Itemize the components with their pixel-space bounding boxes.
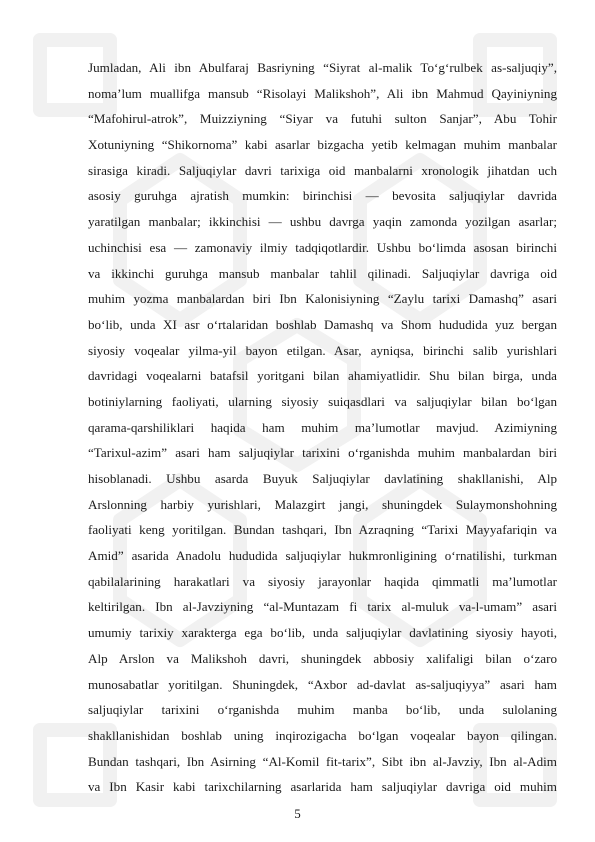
text-line: uchinchisi esa — zamonaviy ilmiy tadqiqotlardir. Ushbu bo‘limda asosan birinchi bbox=[88, 239, 557, 255]
text-line: muhim yozma manbalardan biri Ibn Kalonisiyning “Zaylu tarixi Damashq” asari bbox=[88, 291, 557, 307]
text-line: Xotuniyning “Shikornoma” kabi asarlar bizgacha yetib kelmagan muhim manbalar bbox=[88, 137, 557, 153]
text-line: bo‘lib, unda XI asr o‘rtalaridan boshlab Damashq va Shom hududida yuz bergan bbox=[88, 316, 557, 332]
text-line: shakllanishidan boshlab uning inqirozigacha bo‘lgan voqealar bayon qilingan. bbox=[88, 727, 557, 743]
text-line: munosabatlar yoritilgan. Shuningdek, “Axbor ad-davlat as-saljuqiyya” asari ham bbox=[88, 676, 557, 692]
body-text bbox=[88, 55, 557, 800]
text-line: “Tarixul-azim” asari ham saljuqiylar tarixini o‘rganishda muhim manbalardan biri bbox=[88, 445, 557, 461]
text-line: “Mafohirul-atrok”, Muizziyning “Siyar va futuhi sulton Sanjar”, Abu Tohir bbox=[88, 111, 557, 127]
text-line: asosiy guruhga ajratish mumkin: birinchisi — bevosita saljuqiylar davrida bbox=[88, 188, 557, 204]
text-line: keltirilgan. Ibn al-Javziyning “al-Muntazam fi tarix al-muluk va-l-umam” asari bbox=[88, 599, 557, 615]
text-line: hisoblanadi. Ushbu asarda Buyuk Saljuqiylar davlatining shakllanishi, Alp bbox=[88, 471, 557, 486]
text-line: qarama-qarshiliklari haqida ham muhim ma’lumotlar mavjud. Azimiyning bbox=[88, 419, 557, 435]
page-number: 5 bbox=[294, 806, 301, 821]
text-line: davridagi voqealarni batafsil yoritgani bilan ahamiyatlidir. Shu bilan birga, unda bbox=[88, 368, 557, 384]
text-line: yaratilgan manbalar; ikkinchisi — ushbu davrga yaqin zamonda yozilgan asarlar; bbox=[88, 214, 557, 230]
text-line: noma’lum muallifga mansub “Risolayi Malikshoh”, Ali ibn Mahmud Qayiniyning bbox=[88, 85, 557, 101]
text-line: sirasiga kiradi. Saljuqiylar davri tarixiga oid manbalarni xronologik jihatdan uch bbox=[88, 162, 557, 178]
text-line: qabilalarining harakatlari va siyosiy jarayonlar haqida qimmatli ma’lumotlar bbox=[88, 573, 557, 589]
text-line: va ikkinchi guruhga mansub manbalar tahlil qilinadi. Saljuqiylar davriga oid bbox=[88, 265, 557, 281]
text-line: Amid” asarida Anadolu hududida saljuqiylar hukmronligining o‘rnatilishi, turkman bbox=[88, 548, 557, 564]
text-line: siyosiy voqealar yilma-yil bayon etilgan. Asar, ayniqsa, birinchi salib yurishlari bbox=[88, 342, 557, 358]
text-line: Alp Arslon va Malikshoh davri, shuningdek abbosiy xalifaligi bilan o‘zaro bbox=[88, 650, 557, 666]
text-line: botiniylarning faoliyati, ularning siyosiy suiqasdlari va saljuqiylar bilan bo‘lgan bbox=[88, 393, 557, 409]
text-line: Arslonning harbiy yurishlari, Malazgirt jangi, shuningdek Sulaymonshohning bbox=[88, 496, 557, 512]
text-line: Jumladan, Ali ibn Abulfaraj Basriyning “Siyrat al-malik To‘g‘rulbek as-saljuqiy”, bbox=[88, 60, 557, 75]
text-line: va Ibn Kasir kabi tarixchilarning asarlarida ham saljuqiylar davriga oid muhim bbox=[88, 779, 557, 795]
text-line: Bundan tashqari, Ibn Asirning “Al-Komil fit-tarix”, Sibt ibn al-Javziy, Ibn al-Adim bbox=[88, 753, 557, 769]
text-line: faoliyati keng yoritilgan. Bundan tashqari, Ibn Azraqning “Tarixi Mayyafariqin va bbox=[88, 522, 557, 538]
text-line: saljuqiylar tarixini o‘rganishda muhim manba bo‘lib, unda sulolaning bbox=[88, 702, 557, 718]
text-line: umumiy tarixiy xarakterga ega bo‘lib, unda saljuqiylar davlatining siyosiy hayoti, bbox=[88, 625, 557, 641]
